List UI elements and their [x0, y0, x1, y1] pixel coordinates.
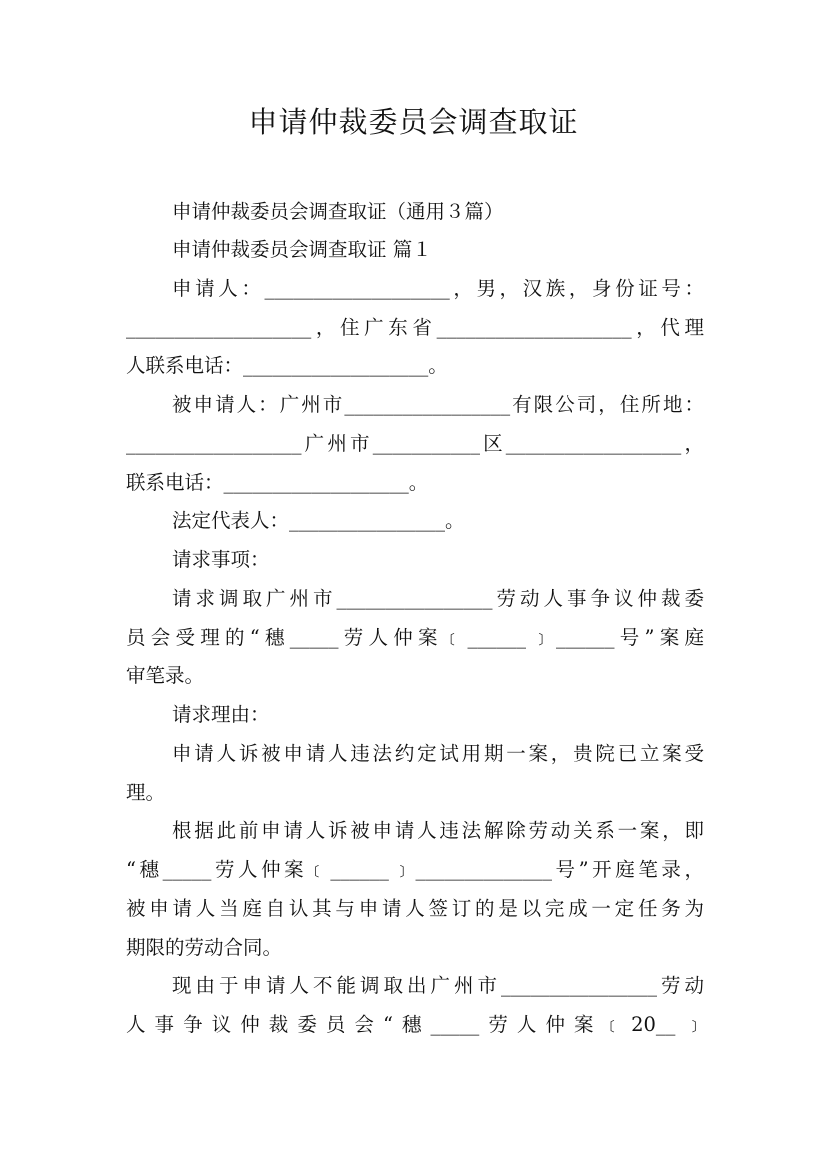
document-line: 申请人：___________________，男，汉族，身份证号： — [172, 277, 704, 300]
document-line: ___________________，住广东省____________________，代理 — [126, 316, 704, 339]
document-line: 被申请人当庭自认其与申请人签订的是以完成一定任务为 — [126, 897, 704, 920]
document-line: 理。 — [126, 781, 166, 804]
document-line: 员会受理的“穗_____劳人仲案﹝______﹞______号”案庭 — [126, 626, 704, 649]
document-line: 人事争议仲裁委员会“穗_____劳人仲案﹝20__﹞ — [126, 1013, 704, 1036]
document-line: “穗_____劳人仲案﹝______﹞______________号”开庭笔录， — [126, 858, 704, 881]
document-line: 人联系电话：___________________。 — [126, 354, 448, 377]
document-line: 期限的劳动合同。 — [126, 936, 283, 959]
document-line: 法定代表人：________________。 — [172, 509, 465, 532]
document-line: 根据此前申请人诉被申请人违法解除劳动关系一案，即 — [172, 819, 704, 842]
document-line: 申请仲裁委员会调查取证（通用３篇） — [172, 200, 504, 223]
document-line: 审笔录。 — [126, 664, 205, 687]
document-line: 联系电话：___________________。 — [126, 471, 429, 494]
document-line: 申请人诉被申请人违法约定试用期一案，贵院已立案受 — [172, 742, 704, 765]
document-title: 申请仲裁委员会调查取证 — [248, 105, 579, 139]
document-line: 请求理由： — [172, 703, 270, 726]
document-line: 被申请人：广州市_________________有限公司，住所地： — [172, 393, 704, 416]
document-line: 请求事项： — [172, 548, 270, 571]
document-line: 申请仲裁委员会调查取证 篇１ — [172, 238, 432, 261]
document-line: 请求调取广州市________________劳动人事争议仲裁委 — [172, 587, 704, 610]
document-line: __________________广州市___________区__________________， — [126, 432, 704, 455]
document-line: 现由于申请人不能调取出广州市________________劳动 — [172, 974, 704, 997]
